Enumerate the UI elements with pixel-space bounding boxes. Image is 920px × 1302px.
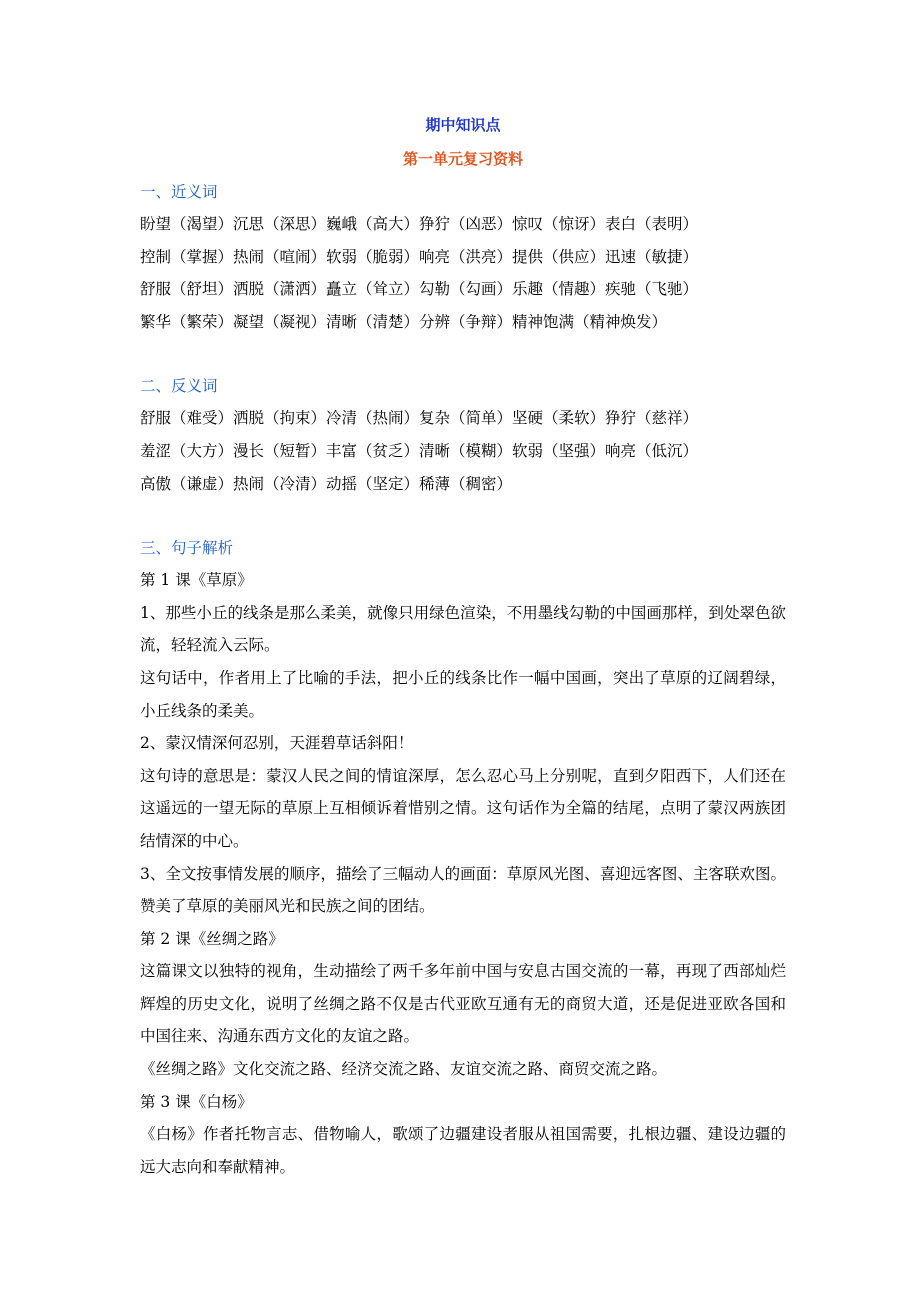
lesson-3-paragraph-1: 《白杨》作者托物言志、借物喻人，歌颂了边疆建设者服从祖国需要，扎根边疆、建设边疆的远大志向和奉献精神。 [140, 1125, 786, 1176]
antonyms-section [140, 370, 786, 500]
lesson-1-paragraph-5: 3、全文按事情发展的顺序，描绘了三幅动人的画面：草原风光图、喜迎远客图、主客联欢图。赞美了草原的美丽风光和民族之间的团结。 [140, 864, 786, 916]
antonyms-line-1: 舒服（难受）洒脱（拘束）冷清（热闹）复杂（简单）坚硬（柔软）狰狞（慈祥） [140, 409, 699, 428]
lesson-1-paragraph-4: 这句诗的意思是：蒙汉人民之间的情谊深厚，怎么忍心马上分别呢，直到夕阳西下，人们还在这遥远的一望无际的草原上互相倾诉着惜别之情。这句话作为全篇的结尾，点明了蒙汉两族团结情深的中心。 [140, 766, 786, 850]
lesson-1-paragraph-3: 2、蒙汉情深何忍别，天涯碧草话斜阳！ [140, 734, 414, 753]
section-spacer [140, 338, 786, 370]
section-spacer [140, 500, 786, 532]
sentences-heading: 三、句子解析 [140, 539, 234, 558]
lesson-1-paragraph-2: 这句话中，作者用上了比喻的手法，把小丘的线条比作一幅中国画，突出了草原的辽阔碧绿，小丘线条的柔美。 [140, 668, 786, 720]
synonyms-line-1: 盼望（渴望）沉思（深思）巍峨（高大）狰狞（凶恶）惊叹（惊讶）表白（表明） [140, 215, 699, 233]
synonyms-line-3: 舒服（舒坦）洒脱（潇洒）矗立（耸立）勾勒（勾画）乐趣（情趣）疾驰（飞驰） [140, 280, 699, 299]
synonyms-line-4: 繁华（繁荣）凝望（凝视）清晰（清楚）分辨（争辩）精神饱满（精神焕发） [140, 312, 668, 331]
lesson-3-title: 第 3 课《白杨》 [140, 1092, 253, 1111]
document-page [140, 108, 786, 1183]
sentences-section [140, 532, 786, 1183]
antonyms-line-3: 高傲（谦虚）热闹（冷清）动摇（坚定）稀薄（稠密） [140, 474, 513, 493]
lesson-1-title: 第 1 课《草原》 [140, 571, 253, 590]
document-title: 期中知识点 [425, 116, 501, 134]
lesson-2-paragraph-1: 这篇课文以独特的视角，生动描绘了两千多年前中国与安息古国交流的一幕，再现了西部灿烂辉煌的历史文化，说明了丝绸之路不仅是古代亚欧互通有无的商贸大道，还是促进亚欧各国和中国往来、沟通东西方文化的友谊之路。 [140, 962, 786, 1046]
antonyms-heading: 二、反义词 [140, 377, 218, 396]
synonyms-heading: 一、近义词 [140, 183, 218, 201]
document-subtitle: 第一单元复习资料 [402, 150, 523, 168]
synonyms-section [140, 176, 786, 338]
lesson-2-paragraph-2: 《丝绸之路》文化交流之路、经济交流之路、友谊交流之路、商贸交流之路。 [140, 1060, 668, 1079]
antonyms-line-2: 羞涩（大方）漫长（短暂）丰富（贫乏）清晰（模糊）软弱（坚强）响亮（低沉） [140, 441, 699, 460]
lesson-2-title: 第 2 课《丝绸之路》 [140, 929, 284, 948]
lesson-1-paragraph-1: 1、那些小丘的线条是那么柔美，就像只用绿色渲染，不用墨线勾勒的中国画那样，到处翠色欲流，轻轻流入云际。 [140, 603, 786, 655]
synonyms-line-2: 控制（掌握）热闹（喧闹）软弱（脆弱）响亮（洪亮）提供（供应）迅速（敏捷） [140, 247, 699, 266]
